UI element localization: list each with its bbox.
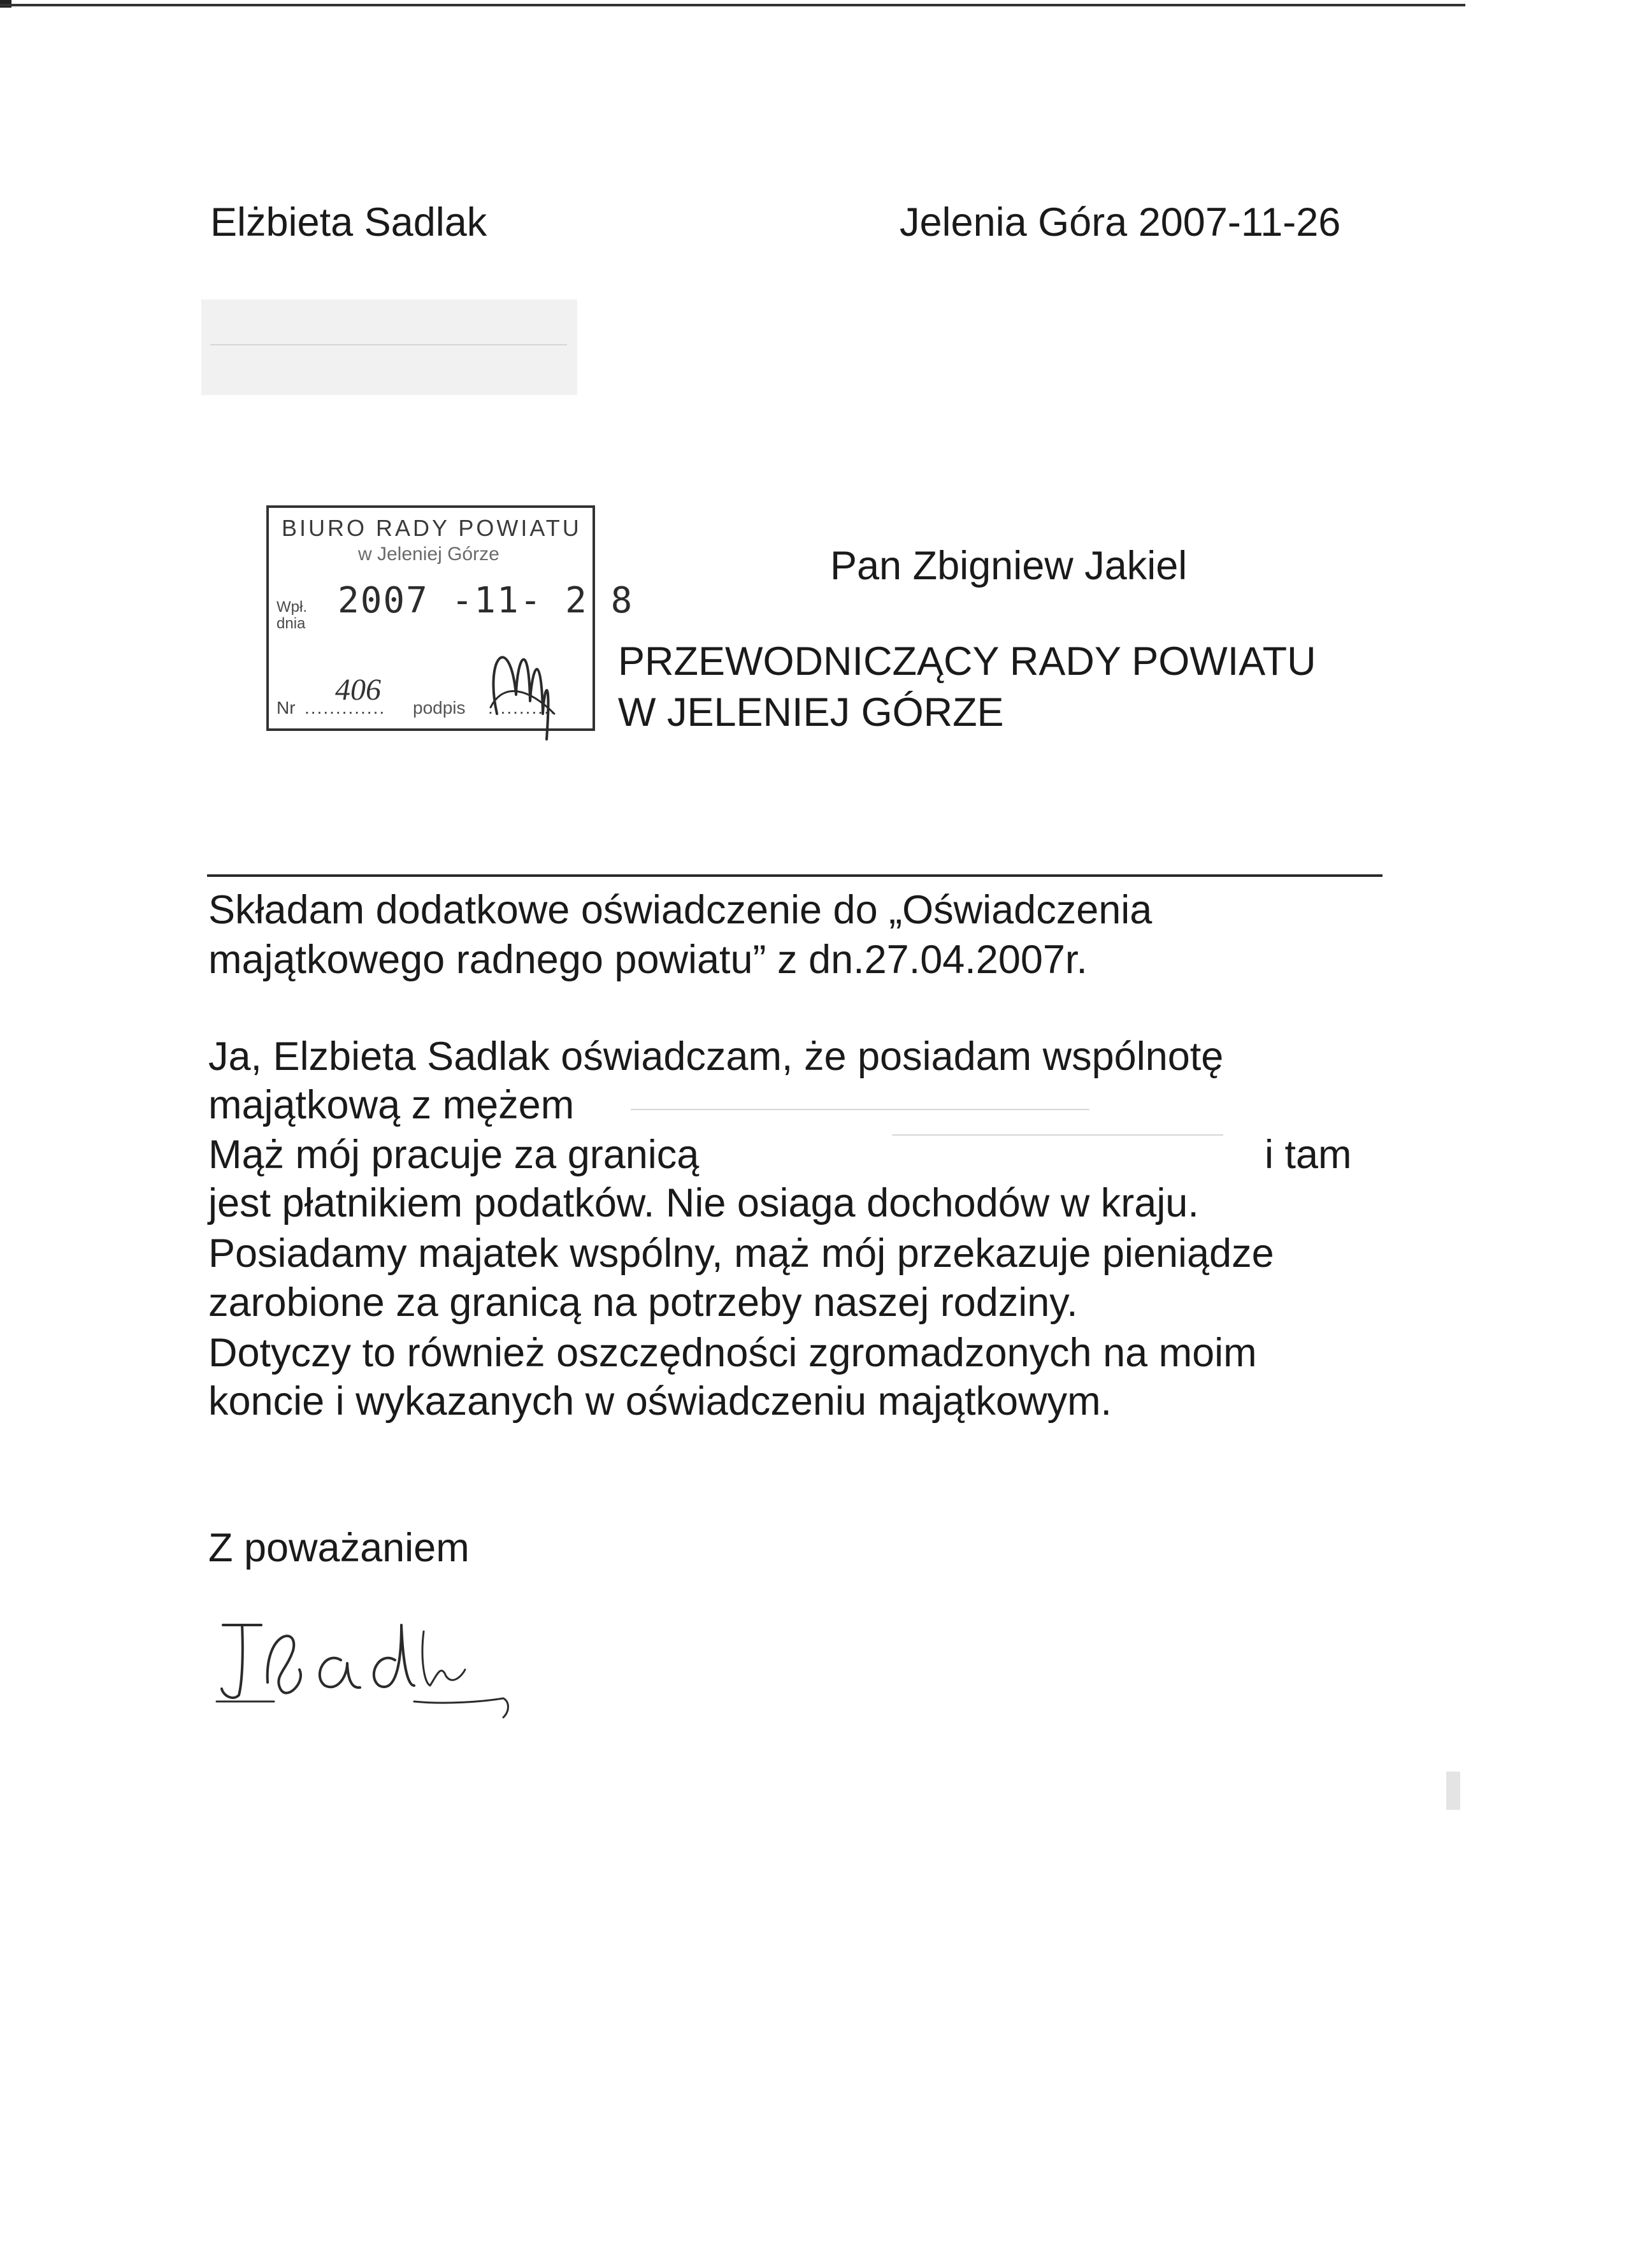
stamp-signature-label: podpis <box>413 698 466 718</box>
statement-line-5: Posiadamy majatek wspólny, mąż mój przekazuje pieniądze <box>208 1231 1274 1276</box>
statement-line-6: zarobione za granicą na potrzeby naszej rodziny. <box>208 1280 1078 1325</box>
statement-line-3: Mąż mój pracuje za granicą <box>208 1132 700 1177</box>
stamp-received-date: 2007 -11- 2 8 <box>338 580 634 621</box>
stamp-subtitle: w Jeleniej Górze <box>358 544 499 565</box>
recipient-name: Pan Zbigniew Jakiel <box>830 544 1188 588</box>
subject-line-1: Składam dodatkowe oświadczenie do „Oświadczenia <box>208 888 1153 932</box>
redacted-area <box>201 300 577 395</box>
stamp-initials-signature <box>471 618 567 752</box>
scan-top-edge <box>0 4 1465 6</box>
redacted-trace <box>210 344 567 345</box>
stamp-date-label: dnia <box>277 615 306 632</box>
stamp-number-dots: ............. <box>305 698 386 718</box>
statement-line-2: majątkową z mężem <box>208 1083 575 1127</box>
stamp-number-label: Nr <box>277 698 296 718</box>
stamp-signature-dots: ........... <box>488 698 557 718</box>
author-signature <box>204 1606 535 1721</box>
recipient-title-line-2: W JELENIEJ GÓRZE <box>618 690 1004 735</box>
statement-line-8: koncie i wykazanych w oświadczeniu majątkowym. <box>208 1379 1112 1424</box>
subject-line-2: majątkowego radnego powiatu” z dn.27.04.2007r. <box>208 937 1088 982</box>
section-divider <box>207 874 1383 877</box>
stamp-title: BIURO RADY POWIATU <box>282 515 582 541</box>
place-and-date: Jelenia Góra 2007-11-26 <box>900 200 1341 245</box>
statement-line-4: jest płatnikiem podatków. Nie osiaga dochodów w kraju. <box>208 1181 1199 1225</box>
stamp-received-label: Wpł. <box>277 598 307 616</box>
closing-salutation: Z poważaniem <box>208 1526 470 1570</box>
stamp-number-value: 406 <box>335 673 381 707</box>
statement-line-7: Dotyczy to również oszczędności zgromadzonych na moim <box>208 1331 1257 1375</box>
sender-name: Elżbieta Sadlak <box>210 200 487 245</box>
statement-line-1: Ja, Elzbieta Sadlak oświadczam, że posiadam wspólnotę <box>208 1034 1224 1079</box>
recipient-title-line-1: PRZEWODNICZĄCY RADY POWIATU <box>618 639 1316 684</box>
statement-line-3-end: i tam <box>1265 1132 1352 1177</box>
scan-blemish <box>1446 1772 1460 1810</box>
redacted-trace <box>892 1134 1223 1136</box>
redacted-trace <box>631 1109 1089 1110</box>
